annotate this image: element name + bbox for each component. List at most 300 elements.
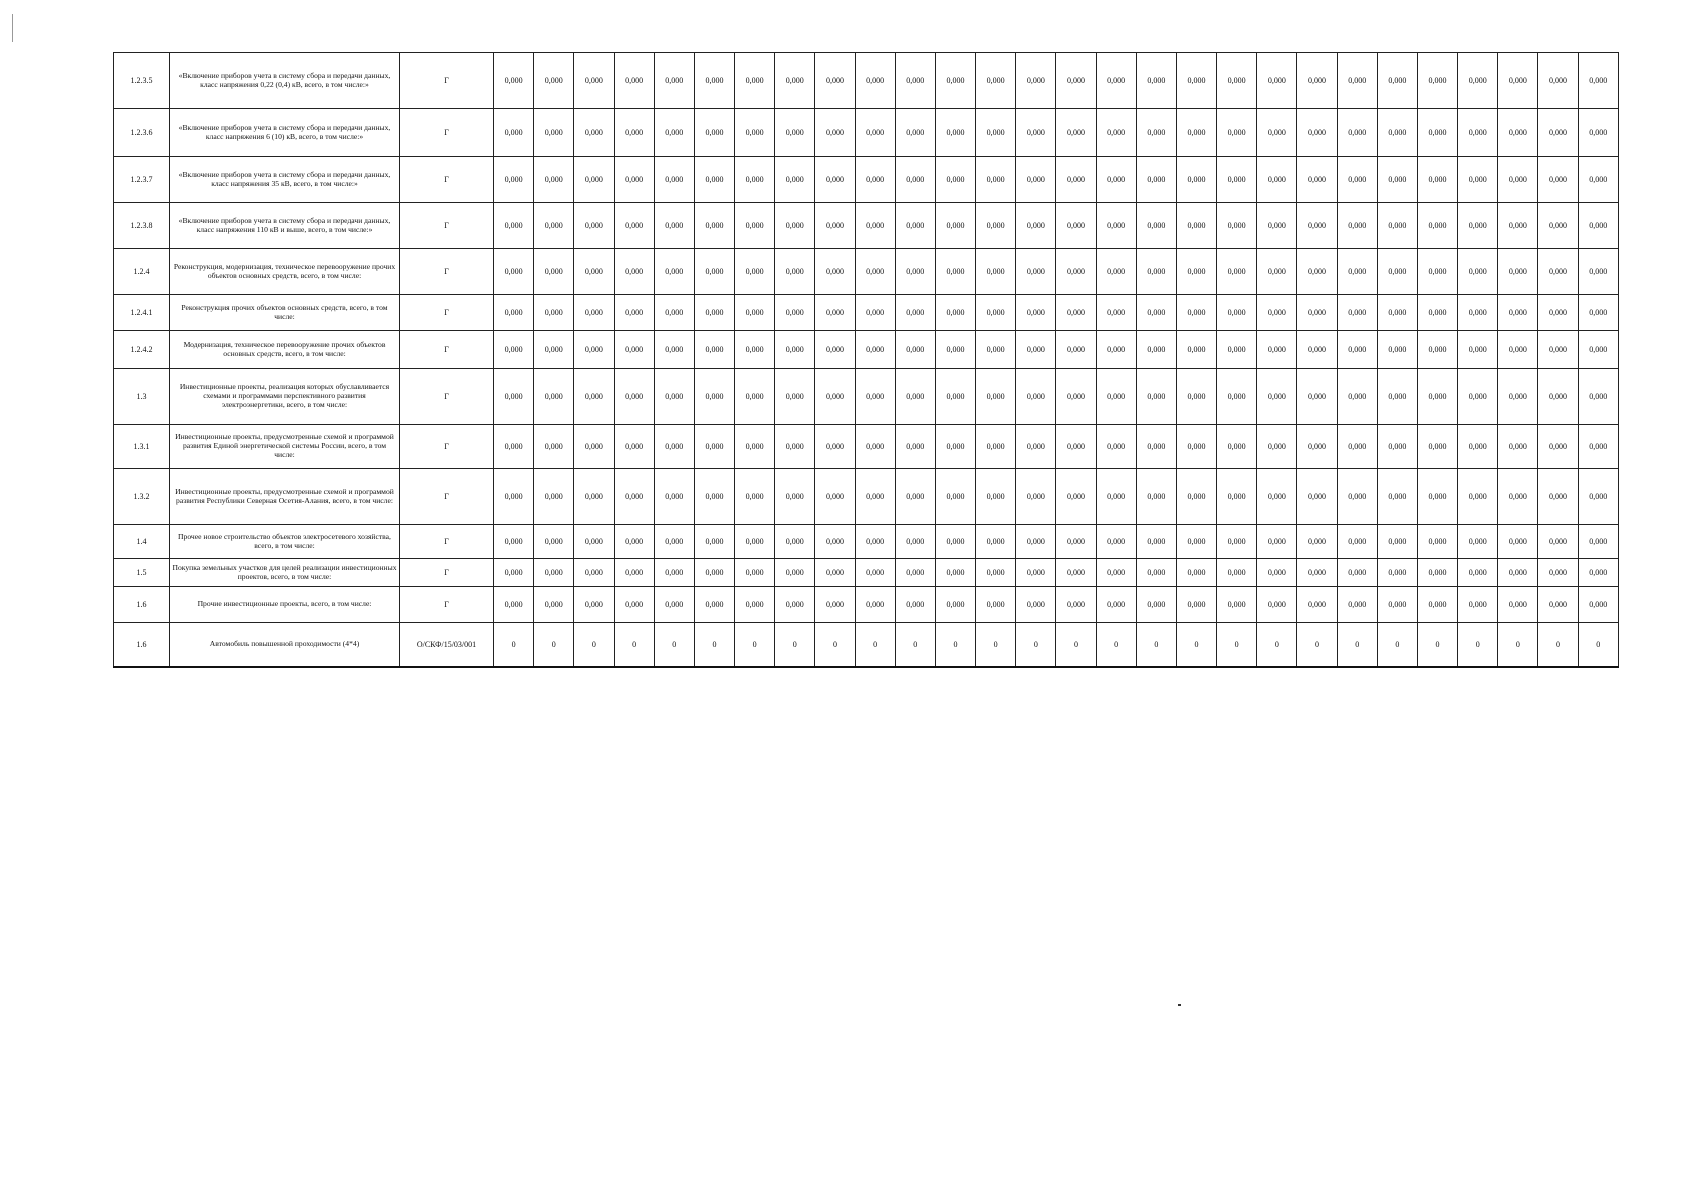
value-cell: 0,000: [614, 109, 654, 157]
value-cell: 0,000: [1538, 53, 1578, 109]
scan-margin-mark: [12, 14, 13, 42]
value-cell: 0,000: [614, 249, 654, 295]
table-row: [114, 559, 1619, 587]
value-cell: 0,000: [1498, 525, 1538, 559]
value-cell: 0,000: [1458, 203, 1498, 249]
value-cell: 0,000: [1176, 109, 1216, 157]
value-cell: 0,000: [1417, 295, 1457, 331]
row-identifier-cell: Г: [400, 331, 494, 369]
value-cell: 0,000: [654, 587, 694, 623]
value-cell: 0,000: [1096, 109, 1136, 157]
value-cell: 0,000: [1096, 469, 1136, 525]
value-cell: 0,000: [1176, 369, 1216, 425]
value-cell: 0,000: [1297, 369, 1337, 425]
table-row: [114, 203, 1619, 249]
value-cell: 0,000: [935, 587, 975, 623]
value-cell: 0,000: [1176, 469, 1216, 525]
row-code-cell: 1.6: [114, 623, 170, 667]
value-cell: 0,000: [614, 369, 654, 425]
row-name-cell: Реконструкция прочих объектов основных средств, всего, в том числе:: [170, 295, 400, 331]
value-cell: 0,000: [1056, 109, 1096, 157]
value-cell: 0,000: [1176, 157, 1216, 203]
value-cell: 0,000: [1337, 331, 1377, 369]
row-identifier-cell: Г: [400, 203, 494, 249]
value-cell: 0,000: [1016, 331, 1056, 369]
value-cell: 0,000: [694, 587, 734, 623]
value-cell: 0,000: [1337, 559, 1377, 587]
value-cell: 0,000: [735, 295, 775, 331]
row-code-cell: 1.3.2: [114, 469, 170, 525]
value-cell: 0,000: [1257, 295, 1297, 331]
value-cell: 0,000: [976, 249, 1016, 295]
value-cell: 0,000: [775, 469, 815, 525]
value-cell: 0: [935, 623, 975, 667]
value-cell: 0,000: [1377, 331, 1417, 369]
value-cell: 0,000: [1538, 157, 1578, 203]
value-cell: 0,000: [1337, 249, 1377, 295]
value-cell: 0,000: [1458, 109, 1498, 157]
value-cell: 0,000: [1056, 525, 1096, 559]
value-cell: 0,000: [895, 525, 935, 559]
value-cell: 0,000: [534, 203, 574, 249]
value-cell: 0,000: [1096, 295, 1136, 331]
value-cell: 0: [815, 623, 855, 667]
value-cell: 0,000: [1337, 53, 1377, 109]
table-row: [114, 157, 1619, 203]
value-cell: 0,000: [1498, 587, 1538, 623]
value-cell: 0: [1377, 623, 1417, 667]
value-cell: 0,000: [1016, 559, 1056, 587]
value-cell: 0,000: [895, 469, 935, 525]
value-cell: 0,000: [775, 331, 815, 369]
value-cell: 0,000: [976, 157, 1016, 203]
value-cell: 0,000: [574, 559, 614, 587]
value-cell: 0,000: [1257, 331, 1297, 369]
value-cell: 0,000: [1056, 331, 1096, 369]
row-code-cell: 1.6: [114, 587, 170, 623]
value-cell: 0,000: [534, 331, 574, 369]
value-cell: 0,000: [935, 331, 975, 369]
value-cell: 0: [1578, 623, 1618, 667]
value-cell: 0,000: [1458, 157, 1498, 203]
value-cell: 0,000: [574, 331, 614, 369]
value-cell: 0,000: [574, 525, 614, 559]
value-cell: 0,000: [1578, 525, 1618, 559]
value-cell: 0: [775, 623, 815, 667]
value-cell: 0,000: [775, 203, 815, 249]
value-cell: 0,000: [534, 559, 574, 587]
value-cell: 0: [1136, 623, 1176, 667]
value-cell: 0,000: [775, 559, 815, 587]
value-cell: 0,000: [895, 157, 935, 203]
value-cell: 0,000: [1498, 425, 1538, 469]
value-cell: 0,000: [1458, 425, 1498, 469]
value-cell: 0,000: [855, 109, 895, 157]
value-cell: 0,000: [935, 157, 975, 203]
value-cell: 0,000: [574, 203, 614, 249]
value-cell: 0,000: [935, 109, 975, 157]
row-name-cell: Инвестиционные проекты, реализация которых обуславливается схемами и программами перспективного развития электроэнергетики, всего, в том числе:: [170, 369, 400, 425]
value-cell: 0,000: [935, 469, 975, 525]
row-code-cell: 1.4: [114, 525, 170, 559]
value-cell: 0,000: [1096, 249, 1136, 295]
value-cell: 0,000: [976, 469, 1016, 525]
value-cell: 0,000: [1096, 331, 1136, 369]
value-cell: 0,000: [1176, 203, 1216, 249]
value-cell: 0,000: [935, 369, 975, 425]
value-cell: 0,000: [494, 295, 534, 331]
row-code-cell: 1.2.4: [114, 249, 170, 295]
value-cell: 0,000: [574, 109, 614, 157]
value-cell: 0,000: [1578, 559, 1618, 587]
row-code-cell: 1.2.3.7: [114, 157, 170, 203]
value-cell: 0: [1458, 623, 1498, 667]
value-cell: 0,000: [494, 249, 534, 295]
value-cell: 0,000: [1016, 109, 1056, 157]
value-cell: 0,000: [574, 469, 614, 525]
value-cell: 0,000: [1176, 249, 1216, 295]
value-cell: 0,000: [1136, 331, 1176, 369]
value-cell: 0,000: [694, 109, 734, 157]
value-cell: 0,000: [815, 369, 855, 425]
value-cell: 0,000: [1458, 469, 1498, 525]
value-cell: 0,000: [815, 203, 855, 249]
value-cell: 0,000: [775, 295, 815, 331]
value-cell: 0,000: [1297, 157, 1337, 203]
value-cell: 0,000: [1217, 53, 1257, 109]
value-cell: 0,000: [1016, 587, 1056, 623]
value-cell: 0,000: [775, 525, 815, 559]
value-cell: 0,000: [1136, 469, 1176, 525]
value-cell: 0,000: [1538, 587, 1578, 623]
value-cell: 0,000: [654, 157, 694, 203]
value-cell: 0,000: [1176, 559, 1216, 587]
value-cell: 0,000: [1217, 469, 1257, 525]
value-cell: 0,000: [654, 525, 694, 559]
row-name-cell: Реконструкция, модернизация, техническое перевооружение прочих объектов основных средств, всего, в том числе:: [170, 249, 400, 295]
value-cell: 0,000: [1337, 203, 1377, 249]
value-cell: 0,000: [1096, 587, 1136, 623]
value-cell: 0,000: [534, 295, 574, 331]
value-cell: 0,000: [855, 53, 895, 109]
value-cell: 0,000: [1578, 203, 1618, 249]
value-cell: 0,000: [1217, 331, 1257, 369]
value-cell: 0,000: [735, 331, 775, 369]
value-cell: 0,000: [815, 53, 855, 109]
value-cell: 0,000: [1257, 249, 1297, 295]
value-cell: 0,000: [895, 203, 935, 249]
value-cell: 0,000: [855, 331, 895, 369]
value-cell: 0,000: [1136, 295, 1176, 331]
value-cell: 0: [614, 623, 654, 667]
value-cell: 0,000: [654, 295, 694, 331]
value-cell: 0,000: [1458, 249, 1498, 295]
value-cell: 0,000: [1417, 587, 1457, 623]
value-cell: 0,000: [494, 53, 534, 109]
value-cell: 0,000: [1538, 525, 1578, 559]
value-cell: 0,000: [1096, 53, 1136, 109]
value-cell: 0,000: [735, 425, 775, 469]
value-cell: 0: [694, 623, 734, 667]
value-cell: 0,000: [1538, 425, 1578, 469]
row-identifier-cell: Г: [400, 109, 494, 157]
value-cell: 0,000: [976, 425, 1016, 469]
value-cell: 0,000: [895, 249, 935, 295]
value-cell: 0,000: [815, 331, 855, 369]
row-code-cell: 1.2.3.8: [114, 203, 170, 249]
value-cell: 0,000: [1297, 249, 1337, 295]
value-cell: 0,000: [935, 559, 975, 587]
value-cell: 0,000: [935, 295, 975, 331]
value-cell: 0,000: [976, 53, 1016, 109]
value-cell: 0,000: [1337, 295, 1377, 331]
row-identifier-cell: Г: [400, 53, 494, 109]
value-cell: 0,000: [1538, 559, 1578, 587]
value-cell: 0,000: [775, 369, 815, 425]
value-cell: 0,000: [935, 425, 975, 469]
value-cell: 0,000: [1016, 369, 1056, 425]
value-cell: 0,000: [1056, 295, 1096, 331]
value-cell: 0,000: [1417, 559, 1457, 587]
value-cell: 0,000: [1096, 425, 1136, 469]
value-cell: 0: [1297, 623, 1337, 667]
value-cell: 0,000: [855, 369, 895, 425]
value-cell: 0,000: [614, 425, 654, 469]
value-cell: 0,000: [735, 157, 775, 203]
value-cell: 0,000: [1257, 109, 1297, 157]
value-cell: 0,000: [935, 53, 975, 109]
value-cell: 0,000: [574, 157, 614, 203]
value-cell: 0,000: [1498, 109, 1538, 157]
value-cell: 0,000: [976, 295, 1016, 331]
value-cell: 0,000: [1417, 525, 1457, 559]
value-cell: 0,000: [694, 157, 734, 203]
value-cell: 0: [855, 623, 895, 667]
value-cell: 0: [1337, 623, 1377, 667]
row-code-cell: 1.3: [114, 369, 170, 425]
value-cell: 0,000: [775, 425, 815, 469]
value-cell: 0,000: [494, 331, 534, 369]
row-code-cell: 1.2.4.2: [114, 331, 170, 369]
value-cell: 0,000: [1257, 469, 1297, 525]
value-cell: 0,000: [1176, 331, 1216, 369]
value-cell: 0,000: [494, 203, 534, 249]
value-cell: 0,000: [654, 469, 694, 525]
value-cell: 0: [1417, 623, 1457, 667]
value-cell: 0,000: [1538, 369, 1578, 425]
row-code-cell: 1.2.3.6: [114, 109, 170, 157]
value-cell: 0: [534, 623, 574, 667]
value-cell: 0,000: [1377, 109, 1417, 157]
value-cell: 0,000: [815, 425, 855, 469]
value-cell: 0,000: [735, 53, 775, 109]
value-cell: 0,000: [895, 587, 935, 623]
value-cell: 0,000: [1498, 203, 1538, 249]
value-cell: 0,000: [1417, 331, 1457, 369]
value-cell: 0,000: [1136, 53, 1176, 109]
value-cell: 0,000: [1096, 157, 1136, 203]
value-cell: 0,000: [534, 53, 574, 109]
row-code-cell: 1.3.1: [114, 425, 170, 469]
value-cell: 0,000: [1337, 425, 1377, 469]
value-cell: 0,000: [1578, 425, 1618, 469]
value-cell: 0,000: [1217, 203, 1257, 249]
value-cell: 0,000: [1377, 587, 1417, 623]
value-cell: 0,000: [1578, 331, 1618, 369]
value-cell: 0,000: [976, 587, 1016, 623]
value-cell: 0,000: [976, 331, 1016, 369]
value-cell: 0,000: [1136, 559, 1176, 587]
value-cell: 0,000: [855, 295, 895, 331]
value-cell: 0,000: [895, 53, 935, 109]
value-cell: 0,000: [1458, 295, 1498, 331]
row-identifier-cell: Г: [400, 525, 494, 559]
value-cell: 0,000: [1538, 295, 1578, 331]
value-cell: 0,000: [654, 109, 694, 157]
value-cell: 0,000: [1578, 53, 1618, 109]
value-cell: 0,000: [1136, 587, 1176, 623]
value-cell: 0,000: [1016, 53, 1056, 109]
table-body: [114, 53, 1619, 667]
value-cell: 0,000: [1337, 525, 1377, 559]
value-cell: 0,000: [1056, 559, 1096, 587]
value-cell: 0,000: [976, 525, 1016, 559]
row-identifier-cell: Г: [400, 249, 494, 295]
value-cell: 0,000: [1176, 425, 1216, 469]
value-cell: 0,000: [815, 469, 855, 525]
value-cell: 0,000: [1297, 425, 1337, 469]
value-cell: 0,000: [1337, 157, 1377, 203]
value-cell: 0,000: [1377, 525, 1417, 559]
value-cell: 0,000: [534, 525, 574, 559]
value-cell: 0,000: [1578, 157, 1618, 203]
value-cell: 0,000: [1257, 157, 1297, 203]
value-cell: 0,000: [534, 587, 574, 623]
value-cell: 0: [976, 623, 1016, 667]
value-cell: 0,000: [1297, 331, 1337, 369]
value-cell: 0,000: [1297, 53, 1337, 109]
value-cell: 0,000: [775, 53, 815, 109]
value-cell: 0,000: [1217, 249, 1257, 295]
value-cell: 0,000: [1377, 203, 1417, 249]
value-cell: 0,000: [976, 559, 1016, 587]
value-cell: 0,000: [1056, 587, 1096, 623]
value-cell: 0,000: [1016, 249, 1056, 295]
row-name-cell: «Включение приборов учета в систему сбора и передачи данных, класс напряжения 0,22 (0,4) кВ, всего, в том числе:»: [170, 53, 400, 109]
value-cell: 0: [1538, 623, 1578, 667]
value-cell: 0,000: [654, 369, 694, 425]
value-cell: 0,000: [1417, 369, 1457, 425]
value-cell: 0,000: [1578, 109, 1618, 157]
value-cell: 0,000: [1337, 109, 1377, 157]
value-cell: 0,000: [1417, 249, 1457, 295]
value-cell: 0,000: [614, 53, 654, 109]
value-cell: 0: [1096, 623, 1136, 667]
value-cell: 0,000: [1377, 369, 1417, 425]
value-cell: 0,000: [534, 369, 574, 425]
value-cell: 0,000: [1498, 53, 1538, 109]
table-row: [114, 369, 1619, 425]
row-name-cell: «Включение приборов учета в систему сбора и передачи данных, класс напряжения 6 (10) кВ, всего, в том числе:»: [170, 109, 400, 157]
value-cell: 0,000: [1136, 369, 1176, 425]
value-cell: 0,000: [1056, 469, 1096, 525]
value-cell: 0,000: [694, 525, 734, 559]
value-cell: 0,000: [1136, 249, 1176, 295]
value-cell: 0,000: [1538, 469, 1578, 525]
value-cell: 0,000: [775, 109, 815, 157]
value-cell: 0,000: [1498, 295, 1538, 331]
value-cell: 0,000: [735, 587, 775, 623]
value-cell: 0,000: [534, 469, 574, 525]
scan-speck: [1178, 1004, 1181, 1006]
value-cell: 0,000: [1096, 559, 1136, 587]
row-identifier-cell: Г: [400, 295, 494, 331]
value-cell: 0,000: [1257, 525, 1297, 559]
value-cell: 0,000: [654, 53, 694, 109]
value-cell: 0,000: [815, 109, 855, 157]
value-cell: 0,000: [735, 369, 775, 425]
value-cell: 0,000: [735, 249, 775, 295]
value-cell: 0,000: [775, 157, 815, 203]
value-cell: 0,000: [1297, 295, 1337, 331]
value-cell: 0,000: [1257, 369, 1297, 425]
value-cell: 0,000: [855, 587, 895, 623]
value-cell: 0,000: [1498, 559, 1538, 587]
value-cell: 0: [1176, 623, 1216, 667]
value-cell: 0,000: [1257, 559, 1297, 587]
value-cell: 0,000: [654, 203, 694, 249]
value-cell: 0,000: [935, 249, 975, 295]
value-cell: 0,000: [1538, 203, 1578, 249]
value-cell: 0,000: [1297, 109, 1337, 157]
value-cell: 0,000: [494, 469, 534, 525]
value-cell: 0,000: [1417, 53, 1457, 109]
row-identifier-cell: Г: [400, 469, 494, 525]
value-cell: 0,000: [1016, 469, 1056, 525]
value-cell: 0,000: [1578, 369, 1618, 425]
value-cell: 0,000: [694, 249, 734, 295]
table-row: [114, 249, 1619, 295]
row-name-cell: Модернизация, техническое перевооружение прочих объектов основных средств, всего, в том числе:: [170, 331, 400, 369]
value-cell: 0,000: [775, 587, 815, 623]
value-cell: 0,000: [1056, 157, 1096, 203]
value-cell: 0,000: [1377, 249, 1417, 295]
value-cell: 0,000: [855, 559, 895, 587]
value-cell: 0,000: [694, 53, 734, 109]
value-cell: 0,000: [1176, 525, 1216, 559]
value-cell: 0,000: [494, 525, 534, 559]
value-cell: 0,000: [694, 369, 734, 425]
value-cell: 0: [654, 623, 694, 667]
value-cell: 0,000: [1458, 369, 1498, 425]
value-cell: 0,000: [935, 203, 975, 249]
table-row: [114, 53, 1619, 109]
value-cell: 0,000: [1217, 109, 1257, 157]
value-cell: 0: [1498, 623, 1538, 667]
value-cell: 0,000: [1217, 525, 1257, 559]
value-cell: 0,000: [1056, 203, 1096, 249]
value-cell: 0,000: [614, 525, 654, 559]
value-cell: 0,000: [1578, 249, 1618, 295]
value-cell: 0,000: [1056, 369, 1096, 425]
value-cell: 0,000: [735, 525, 775, 559]
value-cell: 0,000: [1096, 203, 1136, 249]
value-cell: 0: [1257, 623, 1297, 667]
value-cell: 0,000: [1217, 157, 1257, 203]
value-cell: 0,000: [574, 295, 614, 331]
value-cell: 0: [574, 623, 614, 667]
value-cell: 0,000: [1257, 53, 1297, 109]
